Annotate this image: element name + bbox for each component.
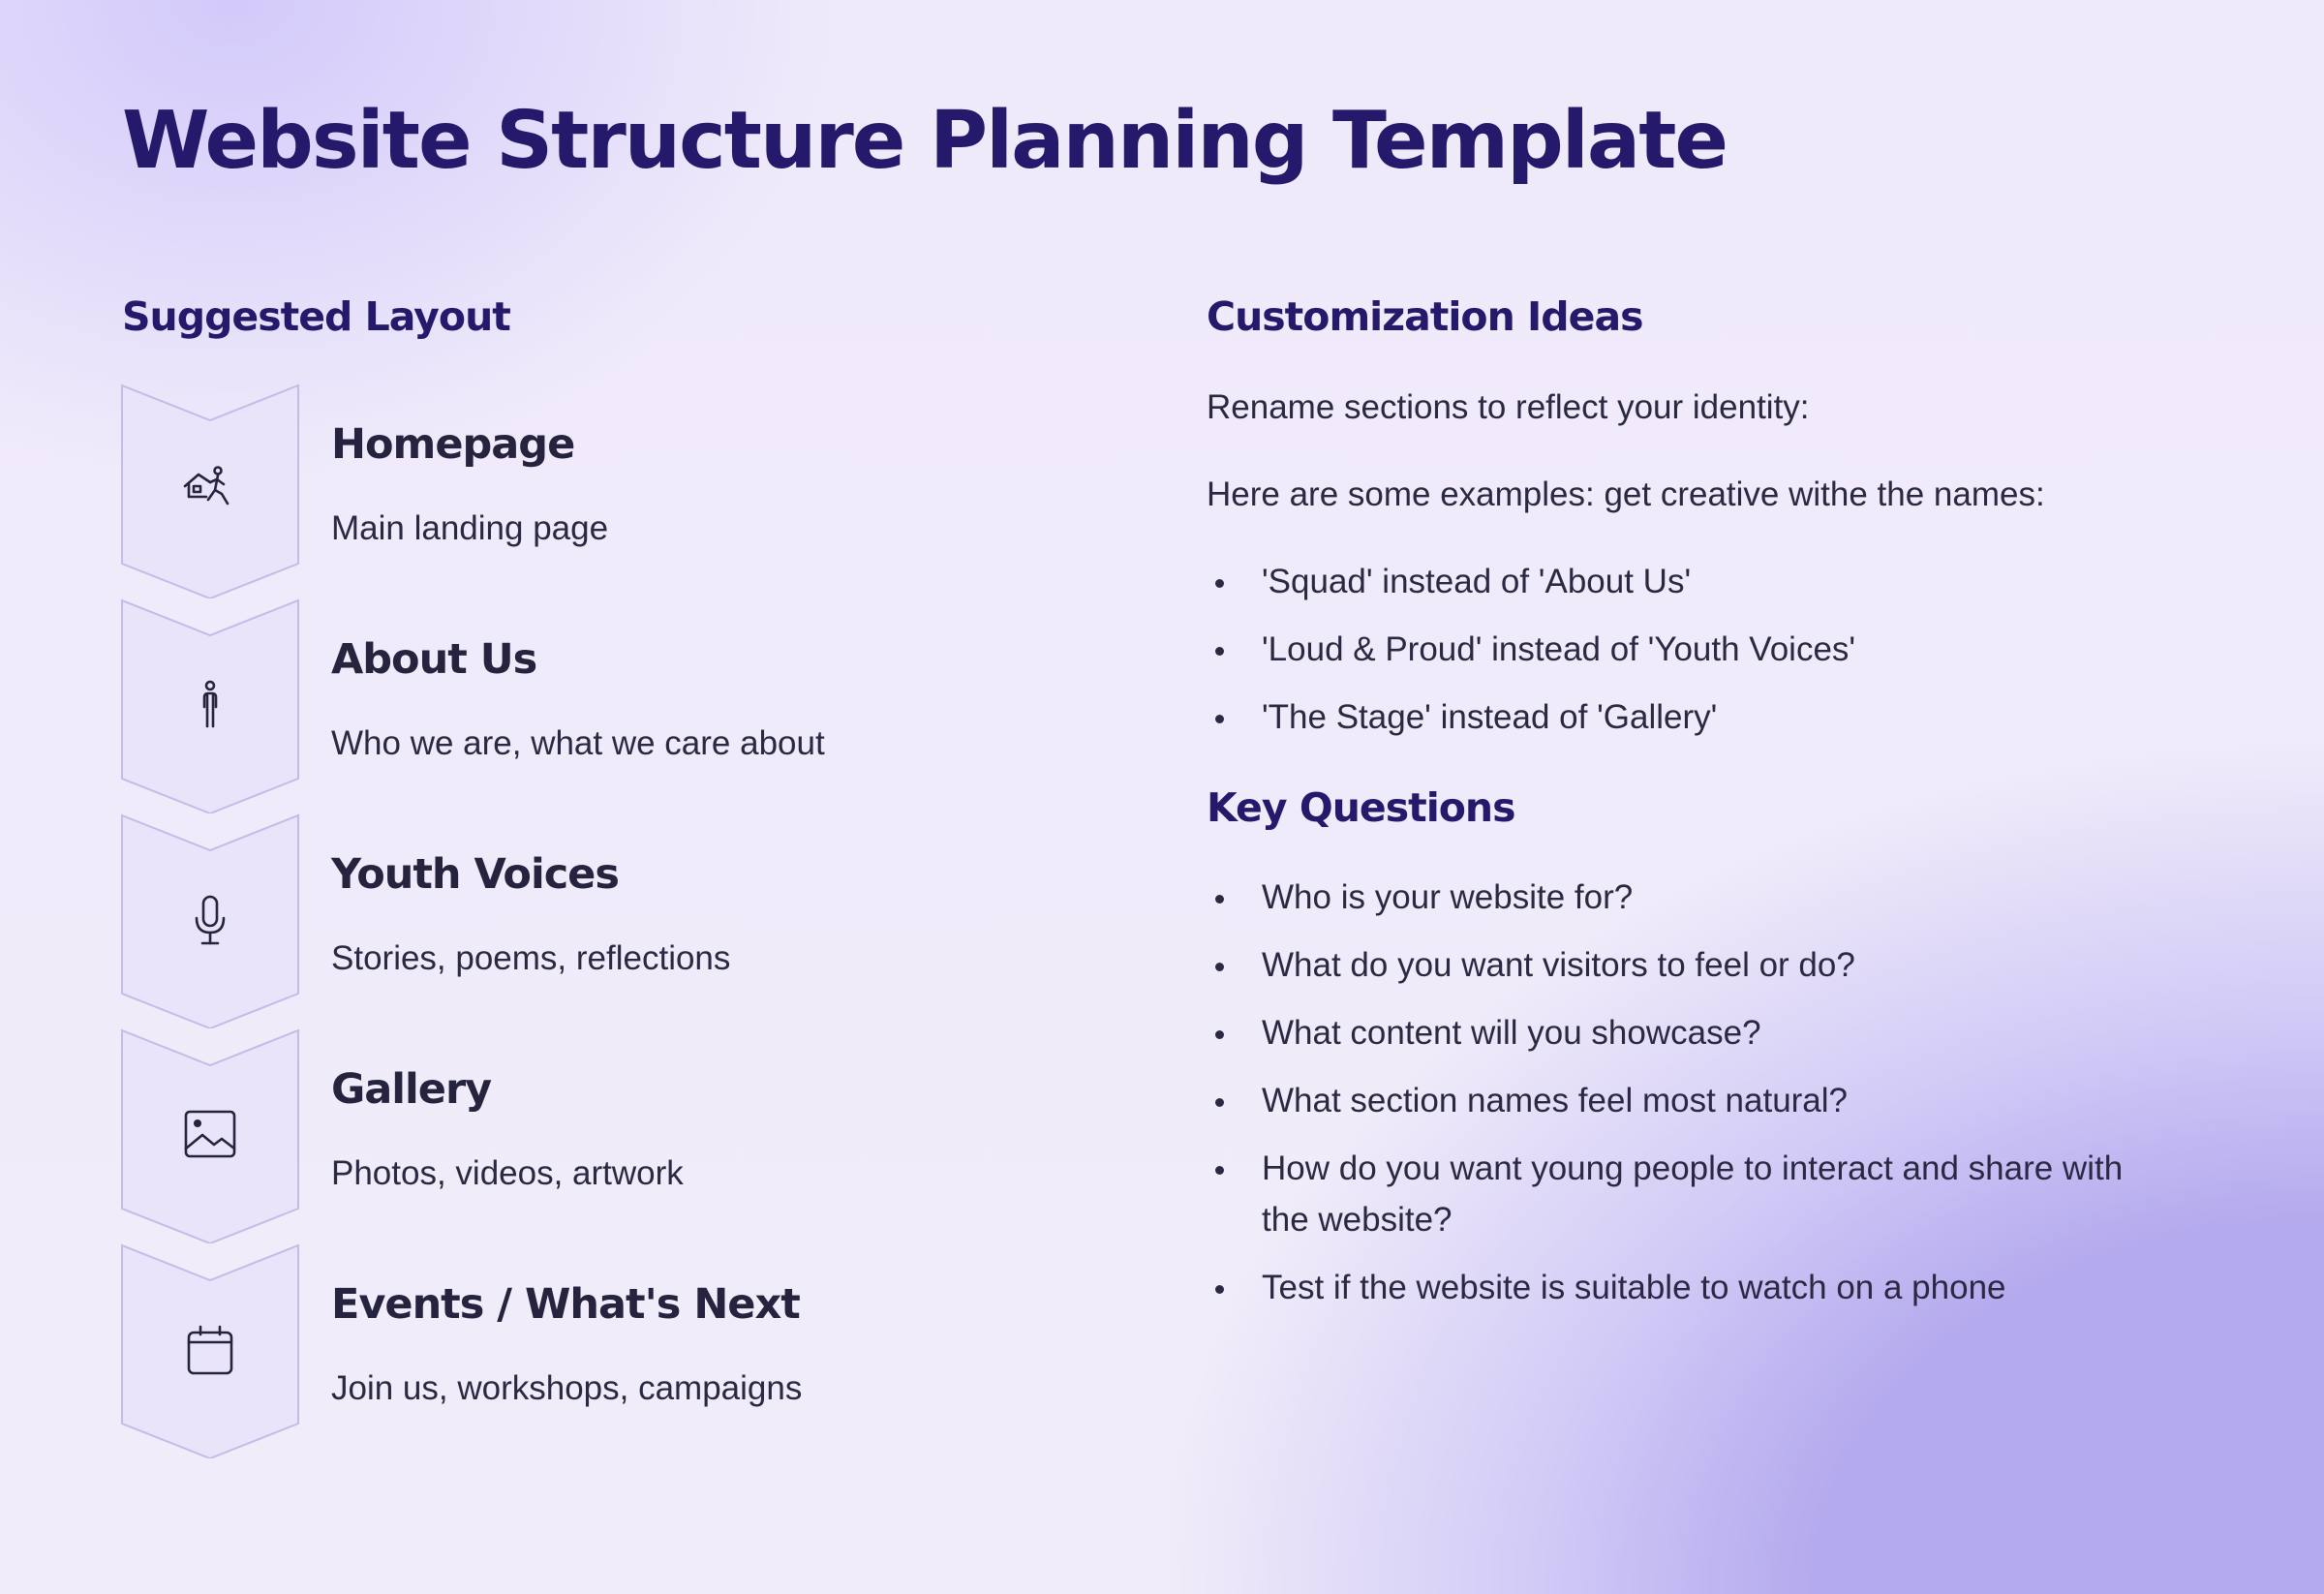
key-questions-list [1207,872,2175,1330]
list-item: 'Loud & Proud' instead of 'Youth Voices' [1207,624,2175,675]
item-description: Stories, poems, reflections [331,939,731,977]
chevron-shape [121,1243,299,1458]
item-title: About Us [331,635,537,684]
list-item: Test if the website is suitable to watch on a phone [1207,1262,2175,1313]
key-questions-heading: Key Questions [1207,784,1515,831]
customization-examples-list [1207,556,2175,759]
list-item: What section names feel most natural? [1207,1075,2175,1126]
chevron-shape [121,1028,299,1243]
item-description: Join us, workshops, campaigns [331,1369,803,1407]
item-description: Photos, videos, artwork [331,1154,684,1192]
chevron-shape [121,813,299,1028]
item-description: Main landing page [331,509,609,547]
suggested-layout-heading: Suggested Layout [122,293,510,340]
layout-item-about-us [121,598,1089,813]
item-title: Events / What's Next [331,1280,800,1329]
customization-intro: Rename sections to reflect your identity: [1207,388,1810,426]
layout-item-homepage [121,383,1089,598]
item-title: Youth Voices [331,850,619,899]
page-title: Website Structure Planning Template [122,95,1728,187]
layout-item-gallery [121,1028,1089,1243]
image-icon [181,1106,239,1164]
chevron-shape [121,598,299,813]
person-icon [181,676,239,734]
microphone-icon [181,891,239,949]
calendar-icon [181,1321,239,1379]
list-item: How do you want young people to interact and share with the website? [1207,1143,2175,1245]
customization-heading: Customization Ideas [1207,293,1643,340]
layout-item-youth-voices [121,813,1089,1028]
list-item: What do you want visitors to feel or do? [1207,939,2175,991]
list-item: What content will you showcase? [1207,1007,2175,1058]
customization-examples-intro: Here are some examples: get creative withe the names: [1207,475,2045,513]
list-item: 'Squad' instead of 'About Us' [1207,556,2175,607]
item-description: Who we are, what we care about [331,724,825,762]
chevron-shape [121,383,299,598]
home-person-icon [181,461,239,519]
list-item: 'The Stage' instead of 'Gallery' [1207,691,2175,743]
item-title: Gallery [331,1065,492,1114]
item-title: Homepage [331,420,575,469]
list-item: Who is your website for? [1207,872,2175,923]
layout-item-events [121,1243,1089,1458]
